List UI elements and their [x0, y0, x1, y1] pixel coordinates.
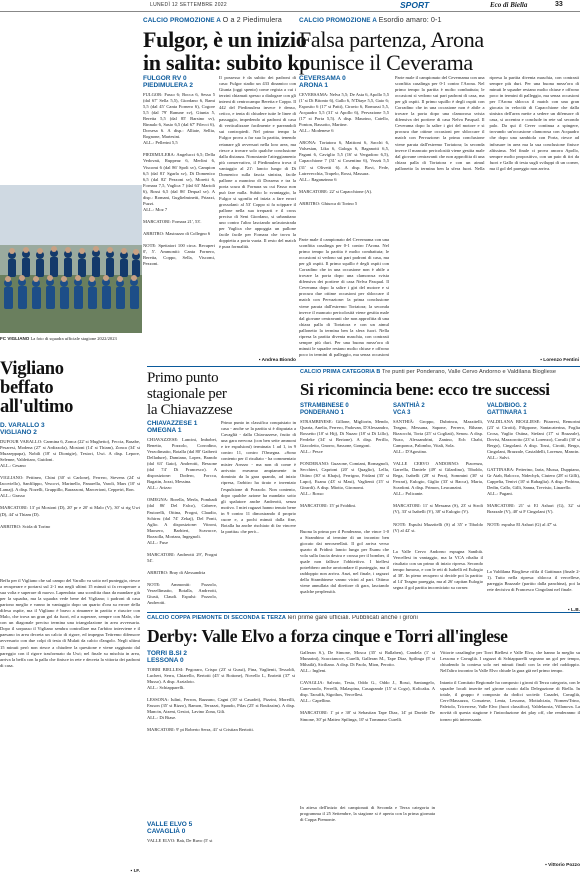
- band1-headline: Si ricomincia bene: ecco tre successi: [300, 380, 550, 399]
- band1-col2-body: La Valle Cervo Andorno espugna Santhià. Vercellesi in vantaggio, ma la VCA ribalta il risultato con un primo di inizio ripresa. Secondo tempo fumoso, e con le reti di Isabelli ed Eulogio al 38'. In pieno recupero si decide poi la partita: al 14' Teagno pareggia, ma al 26' capitan Eulogio segna il gol partita incorniciato su corner.: [393, 548, 483, 591]
- art2-body-a: Parte male il campionato del Cevernama con una sconfitta casalinga per 0-1 contro l'Arona. Nel primo tempo la partita è molto combattuta; le occasioni si vedono sui pari padroni di casa, ma per gli ospiti. Il primo squillo è degli ospiti con Corradino che in una occasione non è abile a trovare la porta dopo una clamorosa svista difensiva dei portiere di casa Nelva Pasqual. Il Ceverama dopo la salire i giri del motore e si procura due ottime occasioni per sbloccare il match con Pervazione: la prima conclusione viene parata dall'estremo Tortatora; la seconda invece il mancato pericolosità viene gestita male dal giovane centravanti che non approfitta di una chiara palla di Tortatora e con un aimul pallonetto la termina ben la sfera fuori. Nella ripresa la partita diventa maschia, con contrasti sempre più duri. Per una buona mezz'ora di minuti le squadre restano molto chiuse e offrono poco in termini di palleggio, ma senza occasioni: [299, 237, 389, 357]
- art1-box: FULGOR RV 0 PIEDIMULERA 2 FULGOR: Fasso 6; Bocca 6, Sessa 5 (dal 67' Sella 5,5), Giordano 6, Rami 5,5 (dal 45' Canta Fornero 6), Cogore 5,5 (dal 79' Ranune sv), Giunta 5, Beretta 5,5 (dal 85' Barsino sv), Rinnalo 6, Sasio 6,5 (dal 67' Filecci 6), Dorsesa 6. A disp.: Alliate, Sellia, Rognone, Martesini. ALL.: Pellerini 5,5 PIEDIMULERA: Angelucci 6,5; Della Vedovati, Ruppeaz 6, Merlini 6, Viscomi 6 (dal 86' Spoli sv), Campion 6,5 (dal 81' Sgarla sv), Di Domenico 6,5 (dal 82' Pezzoni sv), Moretti 6, Fornara 7,5, Vaglica 7 (dal 63' Martoli 6), Rossi 6,5 (dal 86' Dequal sv). A disp.: Romani, Guglielminetti, Priazzi, Puzzi. ALL.: Moz 7 MARCATORI: Fornara 21', 53'. ARBITRO: Mastrazzo di Collegno 6 NOTE: Spettatori 100 circa. Recuperi 0', 5'. Ammoniti: Canta Fornero, Beretta, Coppo, Sella, Viscomi, Pezzoni.: [143, 75, 215, 362]
- band1-col3-author: ▪ L.B.: [567, 607, 580, 613]
- art3-body: Beffa per il Vigliano che sul campo del Varallo va sotto nel punteggio, riesce a recuperare e portarsi sul 2-1 ma negli ultimi 15 minuti si fa recuperare a sua volta e superare di nuovo. Lapendata: una sconfitta dura da mandare giù per la squadra, ma la squadra vede bene del Vigliano; i padroni di casa partono meglio e vanno in vantaggio dopo un quarto d'ora su errore della difesa ospite, ma il Vigliano è bravo a rimanere in partita e riuscire con Malo, che trova un gran gol da fuori, ed a superare, sempre con Malo, che con un diagonale preciso termina una triangolazione in area avversaria. Dopo il sorpasso il Vigliano sembra controllare ma l'arbitro interviene e il paesano in area decreta un calcio di rigore, ed impegna Tettremo difensore avversario con due colpi di testa di Mulati da calcio d'angolo. Negli ultimi 15 minuti però non riesce a chiudere la questione e viene raggiunto dal pareggio con il rigore trasformato da Uwi; nel finale su mischia in area, arriva la beffa con la palla che finisce in rete e decreta la vittoria dei padroni di casa.: [0, 578, 140, 668]
- art4-box: CHIAVAZZESE 1 OMEGNA 1 CHIAVAZZESE: Lancini, Imbobei, Benetto, Pozzolo, Corrodino, Verzolimatto, Botalla (dal 80' Gaiberti Delladure), Damiano, Lopez, Brando (dal 63' Gaio), Andreotti, Bessone (dal 74' Di Francesco). A disposizione: Dodero, Forcca, Bagatin, Jozzi, Messina. ALL.: Arizzo OMEGNA: Borella, Merla, Pombadi (dal 86' Del Falco), Cabrere, Pastorelli, Ottina, Progni, Claudio, Schirru (dal 74' Zekaj), Del Ponti, Aglio. A disposizione: Vitroni, Maosero, Barbieri, Scavacce, Bozzolla, Mortara, Ingegnoli. ALL.: Fuse MARCATORI: Andreotti 29', Progni 54'. ARBITRO: Bray di Alessandria NOTE: Ammoniti: Pozzolo, Verzellimatto, Botalla, Andreotti, Giusti, Claudi. Espulsi: Pozzolo, Andreotti.: [147, 420, 217, 612]
- band2-right: [440, 650, 580, 869]
- band1-col1-body: Buona la prima per il Ponderano, che vince 1-0 a Strambino al termine di un incontro ben giocato dai neroserellati. Il gol arriva verso quarto di Fridini: lancio lungo per Esanu che vola sulla fascia destra e crossa per il bomber, il quale non fallisce l'obbiettivo. I biellesi potrebbero anche arrotondare il punteggio, ma il raddoppio non arriva. Anzi, nel finale, i ragazzi della Strambinese vanno vicini al pari. Ottimo viene annullata dal direttore di gara, lasciando qualche perplessità.: [300, 528, 389, 595]
- band2-headline: Derby: Valle Elvo a forza cinque e Torri all'inglese: [147, 626, 508, 646]
- band2-right-author: ▪ Vittorio Pozzo: [545, 863, 580, 868]
- page-date: LUNEDÌ 12 SETTEMBRE 2022: [150, 2, 227, 8]
- band1-col3-body: La Valdilana Biogliese rifila il Gattinara (finale 2-1). Tutto nella ripresa: sblocca il vercellese, pareggia Brazzale (partito dalla panchina), poi la rete decisiva di Francesco Cingolani nel finale.: [487, 568, 580, 592]
- art1-headline: Fulgor, è un inizio in salita: subito ko: [143, 27, 310, 75]
- paper-name: Eco di Biella: [490, 1, 528, 9]
- art1-lineups: FULGOR: Fasso 6; Bocca 6, Sessa 5 (dal 67' Sella 5,5), Giordano 6, Rami 5,5 (dal 45' Canta Fornero 6), Cogore 5,5 (dal 79' Ranune sv), Giunta 5, Beretta 5,5 (dal 85' Barsino sv), Rinnalo 6, Sasio 6,5 (dal 67' Filecci 6), Dorsesa 6. A disp.: Alliate, Sellia, Rognone, Martesini. ALL.: Pellerini 5,5 PIEDIMULERA: Angelucci 6,5; Della Vedovati, Ruppeaz 6, Merlini 6, Viscomi 6 (dal 86' Spoli sv), Campion 6,5 (dal 81' Sgarla sv), Di Domenico 6,5 (dal 82' Pezzoni sv), Moretti 6, Fornara 7,5, Vaglica 7 (dal 63' Martoli 6), Rossi 6,5 (dal 86' Dequal sv). A disp.: Romani, Guglielminetti, Priazzi, Puzzi. ALL.: Moz 7 MARCATORI: Fornara 21', 53'. ARBITRO: Mastrazzo di Collegno 6 NOTE: Spettatori 100 circa. Recuperi 0', 5'. Ammoniti: Canta Fornero, Beretta, Coppo, Sella, Viscomi, Pezzoni.: [143, 91, 215, 267]
- art2-kicker: CALCIO PROMOZIONE A Esordio amaro: 0-1: [299, 15, 442, 24]
- band1-col1: STRAMBINESE 0 PONDERANO 1 STRAMBINESE: Gillone, Migliorin, Mendo, Quarta, Anelia, Ferrero, Padovan, D'Alessandro, Rossetto (10' st Hij), Di Nuzzo (18' st Di Lillo), Ferdeke (34' st Bertone). A disp. Perillo, Giacoletto, Gnorro, Sassone, Gongoni. ALL.: Pesce PONDERANO: Guzzone, Comiani, Romagnoli, Secchieri, Caprioni (20' st Quaglio), Lella, Ottino (30' st Khaju), Ferrigno, Fridani (35' st Lupo), Esanu (43' st Masi), Vaglienti (15' st Girardi). A disp. Miotto, Gironomi. ALL.: Rosso MARCATORI: 15' pt Friddini. Buona la prima per il Ponderano, che vince 1-0 a Strambino al termine di un incontro ben giocato dai neroserellati. Il gol arriva verso quarto di Fridini: lancio lungo per Esanu che vola sulla fascia destra e crossa per il bomber, il quale non fallisce l'obbiettivo. I biellesi potrebbero anche arrotondare il punteggio, ma il raddoppio non arriva. Anzi, nel finale, i ragazzi della Strambinese vanno vicini al pari. Ottimo viene annullata dal direttore di gara, lasciando qualche perplessità.: [300, 403, 389, 612]
- band2-box2-lineups: VALLE ELVO: Baù, De Ruvo (5' st: [147, 837, 213, 843]
- team-photo: [0, 185, 142, 333]
- team-photo-illustration: [0, 185, 142, 333]
- art4-headline: Primo punto stagionale per la Chiavazzese: [147, 370, 233, 418]
- page-number: 33: [555, 1, 563, 8]
- band2-box1: TORRI B.SI 2 LESSONA 0 TORRI BIELLESI: Pegoraro, Crispo (23' st Gussi), Fina, Vaglienti, Tessoldi, Lucheri, Serra, Chiarello, Bertotti (45' st Bottone), Novello L, Enrietti (37' st Musso). A disp. Arzialoto. ALL.: Schiapparelli. LESSONA: Iulini, Ferron, Bazzano, Cagni (10' st Casadei), Pizzini, Moreilli, Fasson (35' st Rizzo), Ramon, Terrazzi, Spaudo, Pilas (25' st Boukssim). A disp. Mancin, Atzeni, Gesiot, Lavino Zona, Gili. ALL.: Di Biase. MARCATORI: 9' pt Roberto Serra, 41' st Cristian Bertotti. VALLE ELVO 5 CAVAGLIÀ 0 VALLE ELVO: Baù, De Ruvo (5' st: [147, 650, 295, 848]
- band1-kicker: CALCIO PRIMA CATEGORIA B Tre punti per Ponderano, Valle Cervo Andorno e Valdilana Biogliese: [300, 369, 557, 375]
- art1-author: ▪ Andrea Biondo: [258, 358, 296, 363]
- band1-top-rule: [147, 366, 580, 367]
- art1-kicker: CALCIO PROMOZIONE A O a 2 Piedimulera: [143, 15, 282, 24]
- art3-box: D. VARALLO 3 VIGLIANO 2 DUFOUR VARALLO: Carmina 6, Zonca (22' st Mughetto), Feccia, Basabe, Pesaresi, Modena (27' st Ardizzola), Mostoni (14' st Thiam), Zonca (34' st Muzzeppapa), Nobili (18' st Dionigie), Testori, Uwi. A disp. Lepore, Selenne, Valdettaro, Guidoni. ALL.: Cesano VIGLIANO: Pettineo, Chini (30' st Carlone), Ferrero, Stevens (24' st Iacoviello), Sanfilippo, Vescovi, Marinello, Panarella, Varoli, Mars (10' st Lamaj). A disp. Nozelli, Gruppillo, Barazzoni, Marcerioni, Ceppetri, Ron. ALL.: Grasso MARCATORI: 13' pt Mostoni (D), 20' pr e 20' st Malo (V), 30' st rig Uwi (D), 44' st Thiam (D). ARBITRO: Scida di Torino: [0, 422, 140, 581]
- band2-top-rule: [147, 612, 580, 613]
- art3-headline: Vigliano beffato all'ultimo: [0, 359, 74, 417]
- page-header: [0, 0, 580, 12]
- band1-col2-lineups: SANTHIÀ: Groppo, Dubrincu, Mazzitelli, Teagno, Messana, Sapone, Ferrero, Rihane, Bizzocchi, Torta (25' st Cogliati), Senou. A disp. Nuzo, Alessandrini, Zanino, Ech Chabi, Camponca, Palombo, Vitali, Sola. ALL.: D'Agostino. VALLE CERVO ANDORNO: Piacenza, Garrella, Daniele (49' st Gilardino), Tiboldo, Rega, Isabelli (28' st Pera), Sommini (30' st Ferrari), Eulogio, Giglio (33' st Bacca), Maria, Scardoni. A disp. Primon, Leucanzini. ALL.: Policante. MARCATORI: 11' st Messana (S), 23' st Stroli (V), 33' st Isabelli (V), 38' st Eulogio (V). NOTE: Espulsi Mazzitelli (S) al 35' e Tiboldo (V) al 42' st.: [393, 418, 483, 533]
- art2-lineups: CEVERSAMA: Nelva 5,5; De Asta 6, Apollo 5,5 (1' st Di Bitonto 6), Gallo 6, N'Diaye 5,5, Gaio 6; Esposito 6 (17' st Patti), Ciravio 6, Romussi 5,5, Acquadro 5,5 (31' st Apollo 6), Pervazione 5,5 (17' st Porta 5,5). A disp. Maurino, Catello, Ponton, Bassotto, Martine. ALL.: Modenese 6 ARONA: Tortatora 6, Mattioni 6, Sacchi 6, Valsesian, Lika 6, Galoga 6, Baganotti 6,5, Pagani 6, Caviglio 5,5 (16' st Vergadoro 6,5), Capacchione 7 (31' st Cosentino 6), Vezzù 5,5 (31' st Olivetti 6). A disp. Bovi, Fede, Latrevecchia, Trapelo, Rossi, Massara. ALL.: Raganzinno 6 MARCATORE: 22' st Capacchione (A). ARBITRO: Ghiurca di Torino 5: [299, 91, 389, 206]
- band2-mid: [300, 650, 435, 865]
- band2-kicker: CALCIO COPPA PIEMONTE DI SECONDA E TERZA Ieri prime gare ufficiali. Pubblicati anche i gironi: [147, 615, 418, 621]
- art4-body: Primo punto in classifica conquistato in casa - anche se la partita si è disputata a Cavaglià - dalla Chiavazzese, frutto di una gara nervosa (con ben sette ammoni e tre espulsioni) terminata 1 ad 1, in 9 contro 11, contro l'Omegna. «Sono contento per il risultato - ha commentato mister Arezzo - ma non di come è arrivato: eravamo ampiamente in dominio da la gara quando, ad inizio ripresa, l'arbitro ha tirato e inventato l'espulsione di Pozzolo. Non contento, dopo qualche azione ha mandato sotto gli spalatore anche Andreotti, senza motivo. I miei ragazzi hanno tenuto bene in 9 contro 11 dimostrando il proprio cuore e, a pochi minuti dalla fine, Botalla ha anche rischiato di far vincere la partita» che però...: [221, 420, 296, 534]
- band1-col1-lineups: STRAMBINESE: Gillone, Migliorin, Mendo, Quarta, Anelia, Ferrero, Padovan, D'Alessandro, Rossetto (10' st Hij), Di Nuzzo (18' st Di Lillo), Ferdeke (34' st Bertone). A disp. Perillo, Giacoletto, Gnorro, Sassone, Gongoni. ALL.: Pesce PONDERANO: Guzzone, Comiani, Romagnoli, Secchieri, Caprioni (20' st Quaglio), Lella, Ottino (30' st Khaju), Ferrigno, Fridani (35' st Lupo), Esanu (43' st Masi), Vaglienti (15' st Girardi). A disp. Miotto, Gironomi. ALL.: Rosso MARCATORI: 15' pt Friddini.: [300, 418, 389, 509]
- band2-mid-lineups: Galleran S.), De Simone, Mosca (35' st Ballaben), Candela (1' st Munarini), Scaccianoce, Curelli, Galleran M., Tape Diaz, Spilinga (5' st Mihailà), Siciliano. A disp. Di Paolo, Mion, Perotto. ALL.: Ingleni. CAVAGLIA: Salvato, Testa, Oddo G., Oddo J., Rossi, Santangelo, Canevarolo, Ferrelli, Malaspina, Casagrande (15' st Cogo), Kolicaku. A disp. Taoufik, Sigothos, Vercellesi. ALL.: Capellino. MARCATORI: 1' pt e 30' st Sebastian Tape Diaz, 14' pt Davide De Simone, 30' pt Matteo Spilinga, 10' st Tommaso Curelli.: [300, 650, 435, 722]
- art3-lineups: DUFOUR VARALLO: Carmina 6, Zonca (22' st Mughetto), Feccia, Basabe, Pesaresi, Modena (27' st Ardizzola), Mostoni (14' st Thiam), Zonca (34' st Muzzeppapa), Nobili (18' st Dionigie), Testori, Uwi. A disp. Lepore, Selenne, Valdettaro, Guidoni. ALL.: Cesano VIGLIANO: Pettineo, Chini (30' st Carlone), Ferrero, Stevens (24' st Iacoviello), Sanfilippo, Vescovi, Marinello, Panarella, Varoli, Mars (10' st Lamaj). A disp. Nozelli, Gruppillo, Barazzoni, Marcerioni, Ceppetri, Ron. ALL.: Grasso MARCATORI: 13' pt Mostoni (D), 20' pr e 20' st Malo (V), 30' st rig Uwi (D), 44' st Thiam (D). ARBITRO: Scida di Torino: [0, 438, 140, 529]
- band1-col2: SANTHIÀ 2 VCA 3 SANTHIÀ: Groppo, Dubrincu, Mazzitelli, Teagno, Messana, Sapone, Ferrero, Rihane, Bizzocchi, Torta (25' st Cogliati), Senou. A disp. Nuzo, Alessandrini, Zanino, Ech Chabi, Camponca, Palombo, Vitali, Sola. ALL.: D'Agostino. VALLE CERVO ANDORNO: Piacenza, Garrella, Daniele (49' st Gilardino), Tiboldo, Rega, Isabelli (28' st Pera), Sommini (30' st Ferrari), Eulogio, Giglio (33' st Bacca), Maria, Scardoni. A disp. Primon, Leucanzini. ALL.: Policante. MARCATORI: 11' st Messana (S), 23' st Stroli (V), 33' st Isabelli (V), 38' st Eulogio (V). NOTE: Espulsi Mazzitelli (S) al 35' e Tiboldo (V) al 42' st. La Valle Cervo Andorno espugna Santhià. Vercellesi in vantaggio, ma la VCA ribalta il risultato con un primo di inizio ripresa. Secondo tempo fumoso, e con le reti di Isabelli ed Eulogio al 38'. In pieno recupero si decide poi la partita: al 14' Teagno pareggia, ma al 26' capitan Eulogio segna il gol partita incorniciato su corner.: [393, 403, 483, 612]
- art4-lineups: CHIAVAZZESE: Lancini, Imbobei, Benetto, Pozzolo, Corrodino, Verzolimatto, Botalla (dal 80' Gaiberti Delladure), Damiano, Lopez, Brando (dal 63' Gaio), Andreotti, Bessone (dal 74' Di Francesco). A disposizione: Dodero, Forcca, Bagatin, Jozzi, Messina. ALL.: Arizzo OMEGNA: Borella, Merla, Pombadi (dal 86' Del Falco), Cabrere, Pastorelli, Ottina, Progni, Claudio, Schirru (dal 74' Zekaj), Del Ponti, Aglio. A disposizione: Vitroni, Maosero, Barbieri, Scavacce, Bozzolla, Mortara, Ingegnoli. ALL.: Fuse MARCATORI: Andreotti 29', Progni 54'. ARBITRO: Bray di Alessandria NOTE: Ammoniti: Pozzolo, Verzellimatto, Botalla, Andreotti, Giusti, Claudi. Espulsi: Pozzolo, Andreotti.: [147, 436, 217, 606]
- art2-box: CEVERSAMA 0 ARONA 1 CEVERSAMA: Nelva 5,5; De Asta 6, Apollo 5,5 (1' st Di Bitonto 6), Gallo 6, N'Diaye 5,5, Gaio 6; Esposito 6 (17' st Patti), Ciravio 6, Romussi 5,5, Acquadro 5,5 (31' st Apollo 6), Pervazione 5,5 (17' st Porta 5,5). A disp. Maurino, Catello, Ponton, Bassotto, Martine. ALL.: Modenese 6 ARONA: Tortatora 6, Mattioni 6, Sacchi 6, Valsesian, Lika 6, Galoga 6, Baganotti 6,5, Pagani 6, Caviglio 5,5 (16' st Vergadoro 6,5), Capacchione 7 (31' st Cosentino 6), Vezzù 5,5 (31' st Olivetti 6). A disp. Bovi, Fede, Latrevecchia, Trapelo, Rossi, Massara. ALL.: Raganzinno 6 MARCATORE: 22' st Capacchione (A). ARBITRO: Ghiurca di Torino 5: [299, 75, 389, 249]
- art2-body-b: Parte male il campionato del Cevernama con una sconfitta casalinga per 0-1 contro l'Arona. Nel primo tempo la partita è molto combattuta; le occasioni si vedono sui pari padroni di casa, ma per gli ospiti. Il primo squillo è degli ospiti con Corradino che in una occasione non è abile a trovare la porta dopo una clamorosa svista difensiva dei portiere di casa Nelva Pasqual. Il Ceverama dopo la salire i giri del motore e si procura due ottime occasioni per sbloccare il match con Pervazione: la prima conclusione viene parata dall'estremo Tortatora; la seconda invece il mancato pericolosità viene gestita male dal giovane centravanti che non approfitta di una chiara palla di Tortatora e con un aimul pallonetto la termina ben la sfera fuori. Nella ripresa la partita diventa maschia, con contrasti sempre più duri. Per una buona mezz'ora di minuti le squadre restano molto chiuse e offrono poco in termini di palleggio, ma senza occasioni per l'Arona sblocca il match con una gran giocata in velocità di Capacchione che dalla sinistra dell'area mette a sedere un difensore di casa, si accentra e conclude in rete sul secondo palo. Da qui il Cever continua a spingere, trovando un'occasione clamorosa con Acquadro che dopo una sambiola con Porta, riesce ad infrasare in area ma la sua conclusione finisce altissima. Nel finale ci prova ancora Apollo, sempre molto propositivo, con un paio di tiri da fuori e Gallo di testa sugli sviluppi di un corner, ma il gol del pareggio non arriva.: [395, 75, 579, 171]
- band1-col3: VALD/BIOG. 2 GATTINARA 1 VALDILANA BIOGLIESE: Pitarresi, Remorini (23' st Cirotti), Filippone, Santacaterina, Foglia Crosa, Vaglio Ostina, Stefani (17' st Brazzale), Dovisi, Mazzorotto (23' st Lorenzo), Cavalli (30' st Bergo), Cingolani. A disp. Tossi, Cirotti, Bergo, Cingolani, Brazzale, Castaldelli, Lorenzo, Mancin. ALL.: Salvi. GATTINARA: Petterino, Iaria, Mussa, Duppiano, Gr Atab, Balocco, Nidechyk, Ciutero (28' st Gilli), Cappelia, Tenivi (10' st Rabaglia). A disp. Pedrina, Dedin, Callo, Gilli, Sanna, Trevisio, Linarello. ALL.: Pagani. MARCATORI: 21' st El Azhari (G), 32' st Brazzale (V), 40' st F Cingolani (V). NOTE: espulso El Azhari (G) al 47' st. La Valdilana Biogliese rifila il Gattinara (finale 2-1). Tutto nella ripresa: sblocca il vercellese, pareggia Brazzale (partito dalla panchina), poi la rete decisiva di Francesco Cingolani nel finale. ▪ L.B.: [487, 403, 580, 613]
- band2-box1-lineups: TORRI BIELLESI: Pegoraro, Crispo (23' st Gussi), Fina, Vaglienti, Tessoldi, Lucheri, Serra, Chiarello, Bertotti (45' st Bottone), Novello L, Enrietti (37' st Musso). A disp. Arzialoto. ALL.: Schiapparelli. LESSONA: Iulini, Ferron, Bazzano, Cagni (10' st Casadei), Pizzini, Moreilli, Fasson (35' st Rizzo), Ramon, Terrazzi, Spaudo, Pilas (25' st Boukssim). A disp. Mancin, Atzeni, Gesiot, Lavino Zona, Gili. ALL.: Di Biase. MARCATORI: 9' pt Roberto Serra, 41' st Cristian Bertotti.: [147, 666, 295, 733]
- band1-col3-lineups: VALDILANA BIOGLIESE: Pitarresi, Remorini (23' st Cirotti), Filippone, Santacaterina, Foglia Crosa, Vaglio Ostina, Stefani (17' st Brazzale), Dovisi, Mazzorotto (23' st Lorenzo), Cavalli (30' st Bergo), Cingolani. A disp. Tossi, Cirotti, Bergo, Cingolani, Brazzale, Castaldelli, Lorenzo, Mancin. ALL.: Salvi. GATTINARA: Petterino, Iaria, Mussa, Duppiano, Gr Atab, Balocco, Nidechyk, Ciutero (28' st Gilli), Cappelia, Tenivi (10' st Rabaglia). A disp. Pedrina, Dedin, Callo, Gilli, Sanna, Trevisio, Linarello. ALL.: Pagani. MARCATORI: 21' st El Azhari (G), 32' st Brazzale (V), 40' st F Cingolani (V). NOTE: espulso El Azhari (G) al 47' st.: [487, 418, 580, 527]
- art2-headline: Falsa partenza, Arona punisce il Ceverama: [299, 27, 484, 75]
- art3-author: ▪ I.F.: [130, 869, 140, 874]
- art2-author: ▪ Lorenzo Fentini: [540, 358, 579, 363]
- section-name: SPORT: [400, 0, 430, 10]
- band2-mid-body: In attesa dell'inizio dei campionati di Seconda e Terza categoria in programma il 25 Settembre, la stagione si è aperta con la prima giornata di Coppa Piemonte.: [300, 805, 435, 823]
- band2-right-body: Vittorie casalinghe per Torri Biellesi e Valle Elvo, che hanno la meglio su Lessona e Cavaglià. I ragazzi di Schiapparelli segnano un gol per tempo, chiudendo la contesa solo nei minuti finali con la rete del raddoppio. Nell'altro incontro la Valle Elvo chiude la gara già nel primo tempo. Intanto il Comitato Regionale ha composto i gironi di Terza categoria, con le squadre locali inserite nel girone curato dalla Delegazione di Biella. In totale, il gruppo è composto da dodici società: Casadei, Cavaglià, Cerv/Massazza, Cossatese, Lenta, Lessona, Mottalciata, Nomen/Trino, Paletolo, Tricerrese, Valle Elvo (fuori classifica), Valdelaosta, Villanova. La novità di questa stagione è l'introduzione dei play off, che renderanno il torneo più interessante.: [440, 650, 580, 722]
- art1-body: Il possesso è da subito dei padroni di casa: Fulgor stadio un 433 dinamico con Giunta (oggi spento) come regista a cui i terzini chiamati spesso a dialogare con gli interni di centrocampo Beretta e Coppo. Il 442 del Piedimulera invece è denso, cetico, e tenta di chiudere tutte le linee di passaggio, impedendo ai padroni di casa di verticalizzare facilmente e pareandoli sui contropiedi. Nel primo tempo la Fulgor prova a far sua la partita, tenendo retanare gli avversari nella loro area, ma riesce a trovare solo qualche conclusione dalla distanza. Nonostante l'atteggiamento più conservativo, il Piedimulera trova il vantaggio al 21': lancio lungo di Di Domenico sulla fascia sinistra, facile pallone a mancino di Dossena e tra la porta scura di Fornara su cui Fasso non può fare nulla. Subito lo svantaggio, la Fulgor si sgonfia ed inizia a fare errori grossolani: al 53' Coppo si fa scippare il pallone nella sua trequarti e il cross preciso di Seni Giordano, si urbanitano uno contro l'altro lasciando un'autostrada per Vaglica che appoggia un pallone facile facile per Fornara che trova la doppietta a porta vuota. Il resto del match è pura formalità.: [219, 75, 296, 250]
- photo-caption: FC VIGLIANO La foto di squadra ufficiale stagione 2022/2023: [0, 336, 117, 341]
